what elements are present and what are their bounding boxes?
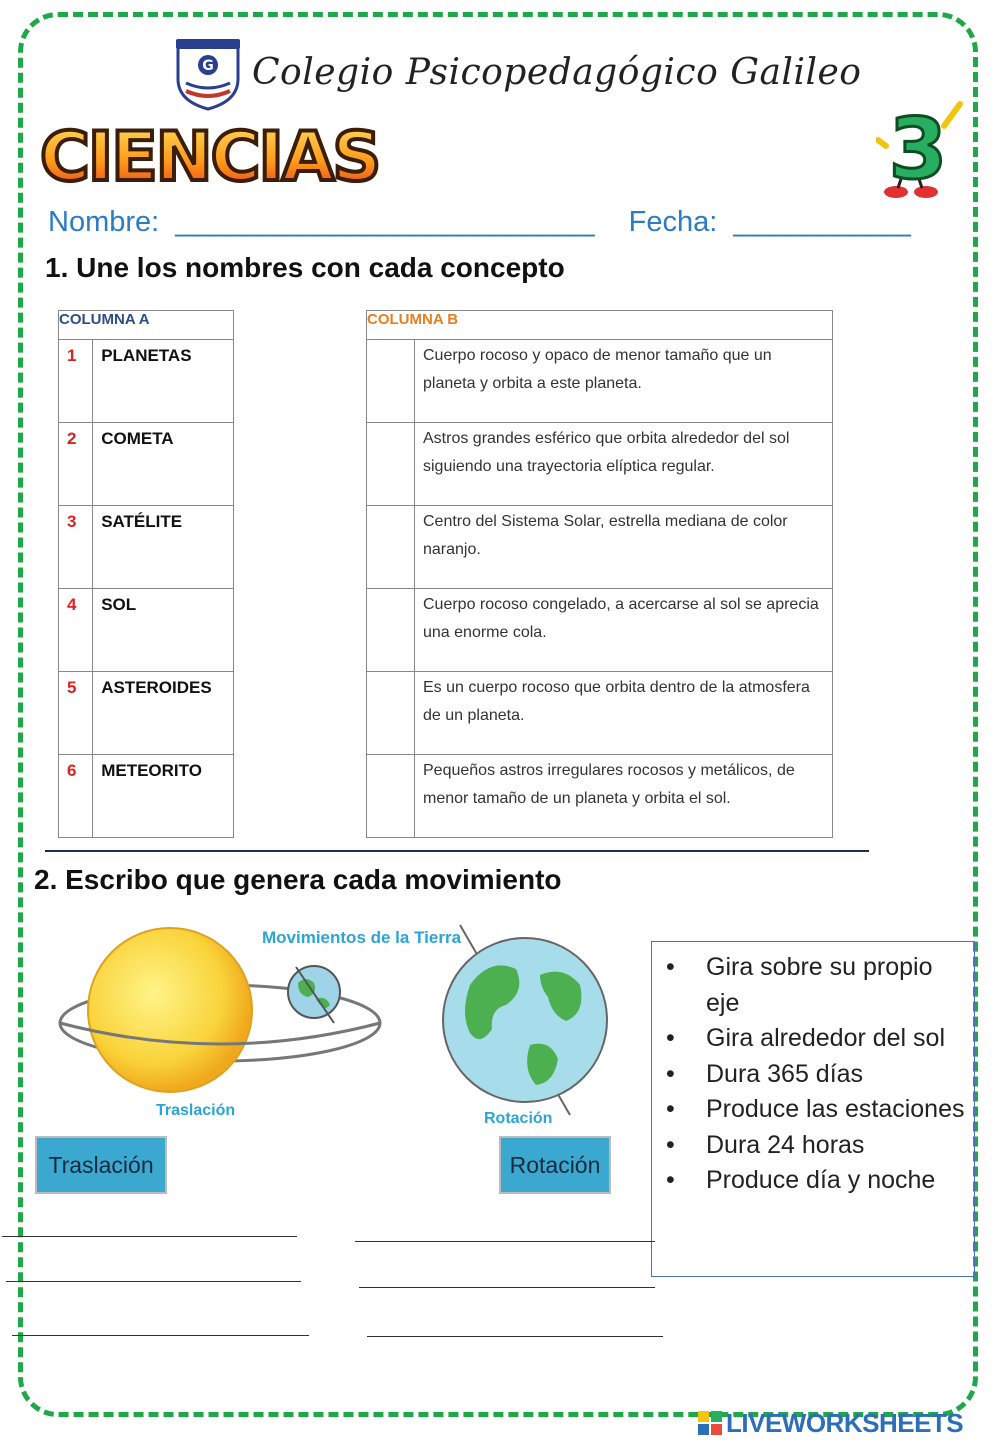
rotation-answer-line-3[interactable] (367, 1336, 663, 1337)
school-name: Colegio Psicopedagógico Galileo (252, 52, 862, 93)
name-date-row (48, 206, 911, 239)
concept-description: Astros grandes esférico que orbita alrededor del sol siguiendo una trayectoria elíptica regular. (415, 423, 833, 506)
bullet: • (666, 953, 675, 981)
match-answer-cell[interactable] (367, 672, 415, 755)
bullet: • (666, 1166, 675, 1194)
translation-answer-line-2[interactable] (6, 1281, 301, 1282)
row-number: 4 (59, 589, 93, 672)
list-item (666, 1128, 966, 1164)
term: SOL (93, 589, 234, 672)
bullet: • (666, 1095, 675, 1123)
term: SATÉLITE (93, 506, 234, 589)
option-text: Dura 365 días (706, 1059, 864, 1088)
row-number: 5 (59, 672, 93, 755)
name-field[interactable]: __________________________ (175, 206, 595, 238)
column-a-header: COLUMNA A (59, 311, 234, 340)
column-a-table (58, 310, 234, 838)
earth-movements-illustration (30, 915, 630, 1200)
table-row (59, 423, 234, 506)
list-item (666, 1163, 966, 1199)
translation-answer-line-1[interactable] (2, 1236, 297, 1237)
concept-description: Centro del Sistema Solar, estrella mediana de color naranjo. (415, 506, 833, 589)
row-number: 3 (59, 506, 93, 589)
section-divider (45, 850, 869, 852)
school-crest-logo (172, 35, 244, 111)
list-item (666, 1021, 966, 1057)
translation-answer-line-3[interactable] (12, 1335, 309, 1336)
bullet: • (666, 1059, 675, 1088)
grade-badge (876, 96, 966, 201)
svg-text:G: G (202, 58, 214, 74)
match-answer-cell[interactable] (367, 340, 415, 423)
movement-options-box (651, 941, 975, 1277)
grade-number: 3 (888, 100, 948, 198)
liveworksheets-brand[interactable]: LIVEWORKSHEETS (726, 1408, 964, 1438)
match-answer-cell[interactable] (367, 506, 415, 589)
table-row (367, 340, 833, 423)
rotation-box-label: Rotación (509, 1152, 601, 1178)
rotation-answer-line-1[interactable] (355, 1241, 655, 1242)
table-row (59, 755, 234, 838)
table-row (367, 672, 833, 755)
concept-description: Pequeños astros irregulares rocosos y metálicos, de menor tamaño de un planeta y orbita el sol. (415, 755, 833, 838)
match-answer-cell[interactable] (367, 755, 415, 838)
table-row (367, 589, 833, 672)
date-label: Fecha: (628, 206, 718, 238)
term: PLANETAS (93, 340, 234, 423)
row-number: 1 (59, 340, 93, 423)
table-row (59, 589, 234, 672)
option-text: Dura 24 horas (706, 1130, 865, 1159)
concept-description: Cuerpo rocoso y opaco de menor tamaño que un planeta y orbita a este planeta. (415, 340, 833, 423)
illustration-title: Movimientos de la Tierra (262, 928, 462, 947)
match-answer-cell[interactable] (367, 589, 415, 672)
row-number: 2 (59, 423, 93, 506)
table-row (367, 755, 833, 838)
term: COMETA (93, 423, 234, 506)
table-row (59, 506, 234, 589)
bullet: • (666, 1024, 675, 1052)
option-text: Produce día y noche (706, 1166, 936, 1194)
table-row (367, 506, 833, 589)
term: ASTEROIDES (93, 672, 234, 755)
translation-orbit-label: Traslación (156, 1102, 236, 1119)
table-row (59, 340, 234, 423)
match-answer-cell[interactable] (367, 423, 415, 506)
concept-description: Cuerpo rocoso congelado, a acercarse al sol se aprecia una enorme cola. (415, 589, 833, 672)
translation-box-label: Traslación (48, 1152, 154, 1178)
column-b-table (366, 310, 833, 838)
term: METEORITO (93, 755, 234, 838)
list-item (666, 1057, 966, 1093)
list-item (666, 1092, 966, 1128)
column-b-header: COLUMNA B (367, 311, 833, 340)
row-number: 6 (59, 755, 93, 838)
question-2-title: 2. Escribo que genera cada movimiento (34, 864, 562, 895)
name-label: Nombre: (48, 206, 160, 238)
date-field[interactable]: ___________ (733, 206, 911, 238)
subject-title: CIENCIAS (40, 118, 380, 197)
liveworksheets-logo-icon (698, 1411, 722, 1435)
bullet: • (666, 1130, 675, 1159)
sun-icon (88, 928, 252, 1092)
table-row (59, 672, 234, 755)
option-text: Gira alrededor del sol (706, 1024, 946, 1052)
option-text: Gira sobre su propio eje (706, 953, 933, 1017)
list-item (666, 950, 966, 1021)
option-text: Produce las estaciones (706, 1095, 965, 1123)
rotation-answer-line-2[interactable] (359, 1287, 655, 1288)
question-1-title: 1. Une los nombres con cada concepto (45, 252, 565, 283)
concept-description: Es un cuerpo rocoso que orbita dentro de la atmosfera de un planeta. (415, 672, 833, 755)
rotation-label: Rotación (484, 1110, 553, 1127)
table-row (367, 423, 833, 506)
